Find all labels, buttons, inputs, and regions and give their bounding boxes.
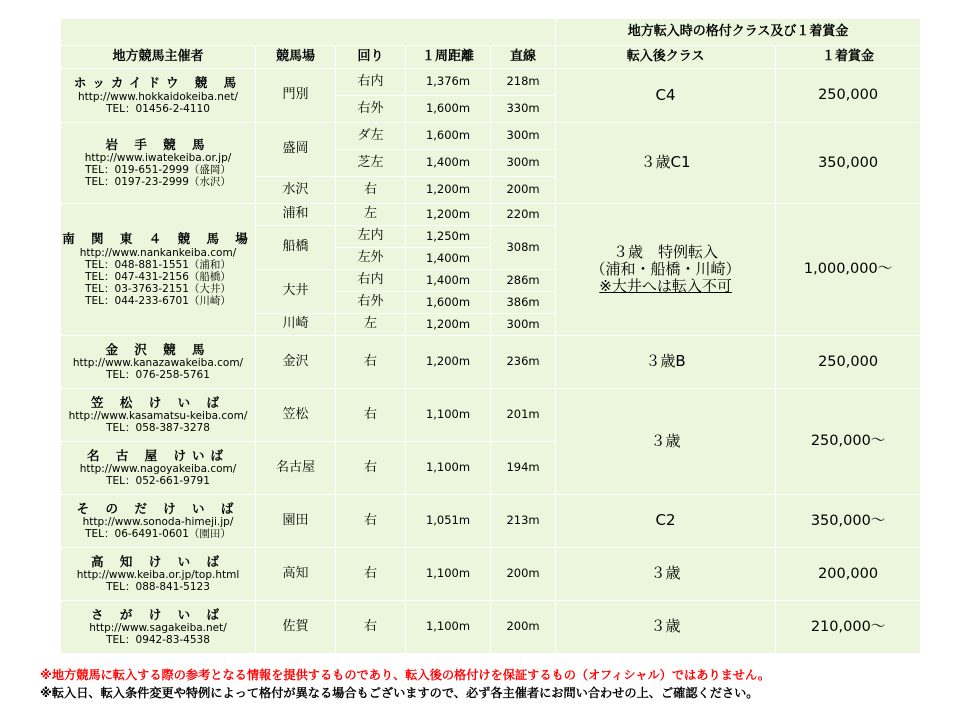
class-line: （浦和・船橋・川崎）	[590, 259, 741, 278]
header-blank	[61, 19, 556, 46]
organizer-url[interactable]: http://www.sagakeiba.net/	[89, 622, 227, 635]
direction: 右	[336, 495, 406, 548]
organizer-name: 高 知 け い ば	[91, 553, 225, 569]
straight: 213m	[491, 495, 556, 548]
distance: 1,100m	[406, 389, 491, 442]
organizer-tel: TEL：058-387-3278	[106, 422, 210, 435]
class-kochi: ３歳	[556, 548, 776, 601]
organizer-name: ホッカイドウ 競 馬	[73, 75, 243, 91]
distance: 1,051m	[406, 495, 491, 548]
straight: 300m	[491, 150, 556, 177]
prize-kochi: 200,000	[776, 548, 921, 601]
organizer-name: 南 関 東 ４ 競 馬 場	[62, 231, 254, 247]
organizer-name: そ の だ け い ば	[76, 500, 240, 516]
header-prize: １着賞金	[776, 46, 921, 69]
organizer-tel: TEL：0197-23-2999（水沢）	[85, 176, 231, 189]
organizer-tel: TEL：047-431-2156（船橋）	[85, 270, 231, 283]
class-iwate: ３歳C1	[556, 123, 776, 204]
table-row	[61, 69, 921, 96]
organizer-tel: TEL：044-233-6701（川崎）	[85, 294, 231, 307]
class-kanazawa: ３歳B	[556, 336, 776, 389]
organizer-tel: TEL：01456-2-4110	[106, 102, 210, 115]
organizer-url[interactable]: http://www.keiba.or.jp/top.html	[76, 569, 240, 582]
venue-kanazawa: 金沢	[256, 336, 336, 389]
direction: 右	[336, 548, 406, 601]
distance: 1,200m	[406, 177, 491, 204]
venue-urawa: 浦和	[256, 204, 336, 226]
straight: 200m	[491, 177, 556, 204]
direction: 左外	[336, 248, 406, 270]
class-line: ３歳 特例転入	[613, 242, 719, 261]
straight: 218m	[491, 69, 556, 96]
organizer-nagoya	[61, 442, 256, 495]
direction: 右内	[336, 69, 406, 96]
venue-kasamatsu: 笠松	[256, 389, 336, 442]
distance: 1,600m	[406, 96, 491, 123]
organizer-tel: TEL：052-661-9791	[106, 475, 210, 488]
organizer-name: 名 古 屋 けいば	[86, 447, 230, 463]
venue-saga: 佐賀	[256, 601, 336, 654]
straight: 201m	[491, 389, 556, 442]
table-row	[61, 389, 921, 442]
direction: 右	[336, 601, 406, 654]
distance: 1,400m	[406, 270, 491, 292]
prize-kasamatsu-nagoya: 250,000～	[776, 389, 921, 495]
prize-minami-kanto: 1,000,000～	[776, 204, 921, 336]
column-header-row	[61, 46, 921, 69]
distance: 1,200m	[406, 314, 491, 336]
organizer-url[interactable]: http://www.sonoda-himeji.jp/	[82, 516, 234, 529]
distance: 1,400m	[406, 248, 491, 270]
prize-sonoda: 350,000～	[776, 495, 921, 548]
table-row	[61, 548, 921, 601]
direction: 右	[336, 336, 406, 389]
class-kasamatsu-nagoya: ３歳	[556, 389, 776, 495]
direction: 右	[336, 442, 406, 495]
venue-oi: 大井	[256, 270, 336, 314]
organizer-iwate	[61, 123, 256, 204]
organizer-url[interactable]: http://www.kasamatsu-keiba.com/	[68, 410, 248, 423]
venue-kochi: 高知	[256, 548, 336, 601]
organizer-tel: TEL：0942-83-4538	[106, 634, 210, 647]
group-header: 地方転入時の格付クラス及び１着賞金	[556, 19, 921, 46]
distance: 1,250m	[406, 226, 491, 248]
venue-funabashi: 船橋	[256, 226, 336, 270]
venue-nagoya: 名古屋	[256, 442, 336, 495]
direction: 芝左	[336, 150, 406, 177]
straight: 200m	[491, 548, 556, 601]
disclaimer-note-red: ※地方競馬に転入する際の参考となる情報を提供するものであり、転入後の格付けを保証するもの（オフィシャル）ではありません。	[40, 668, 771, 682]
organizer-sonoda	[61, 495, 256, 548]
table-row	[61, 123, 921, 150]
transfer-class-table-container	[60, 18, 921, 654]
table-row	[61, 204, 921, 226]
distance: 1,600m	[406, 292, 491, 314]
disclaimer-note: ※転入日、転入条件変更や特例によって格付が異なる場合もございますので、必ず各主催者にお問い合わせの上、ご確認ください。	[40, 686, 759, 700]
distance: 1,200m	[406, 204, 491, 226]
header-class: 転入後クラス	[556, 46, 776, 69]
distance: 1,400m	[406, 150, 491, 177]
transfer-class-table	[60, 18, 921, 654]
direction: ダ左	[336, 123, 406, 150]
header-direction: 回り	[336, 46, 406, 69]
straight: 220m	[491, 204, 556, 226]
disclaimer-notes	[40, 666, 940, 702]
organizer-saga	[61, 601, 256, 654]
organizer-tel: TEL：048-881-1551（浦和）	[85, 258, 231, 271]
distance: 1,100m	[406, 601, 491, 654]
straight: 300m	[491, 314, 556, 336]
prize-saga: 210,000～	[776, 601, 921, 654]
header-organizer: 地方競馬主催者	[61, 46, 256, 69]
direction: 左内	[336, 226, 406, 248]
header-distance: １周距離	[406, 46, 491, 69]
venue-kawasaki: 川崎	[256, 314, 336, 336]
class-minami-kanto	[556, 204, 776, 336]
prize-iwate: 350,000	[776, 123, 921, 204]
organizer-name: 笠 松 け い ば	[91, 394, 225, 410]
class-note: ※大井へは転入不可	[599, 277, 732, 296]
direction: 右外	[336, 292, 406, 314]
distance: 1,600m	[406, 123, 491, 150]
table-row	[61, 336, 921, 389]
organizer-minami-kanto	[61, 204, 256, 336]
venue-morioka: 盛岡	[256, 123, 336, 177]
straight: 286m	[491, 270, 556, 292]
organizer-tel: TEL：06-6491-0601（園田）	[85, 528, 231, 541]
table-row	[61, 495, 921, 548]
venue-sonoda: 園田	[256, 495, 336, 548]
table-row	[61, 601, 921, 654]
direction: 右外	[336, 96, 406, 123]
organizer-tel: TEL：088-841-5123	[106, 581, 210, 594]
organizer-url[interactable]: http://www.kanazawakeiba.com/	[72, 357, 244, 370]
class-saga: ３歳	[556, 601, 776, 654]
organizer-url[interactable]: http://www.nankankeiba.com/	[79, 246, 237, 259]
organizer-kochi	[61, 548, 256, 601]
distance: 1,376m	[406, 69, 491, 96]
straight: 236m	[491, 336, 556, 389]
header-straight: 直線	[491, 46, 556, 69]
organizer-kanazawa	[61, 336, 256, 389]
organizer-url[interactable]: http://www.nagoyakeiba.com/	[79, 463, 237, 476]
direction: 左	[336, 314, 406, 336]
prize-kanazawa: 250,000	[776, 336, 921, 389]
direction: 右	[336, 389, 406, 442]
organizer-tel: TEL：076-258-5761	[106, 369, 210, 382]
group-header-row	[61, 19, 921, 46]
straight: 194m	[491, 442, 556, 495]
venue-monbetsu: 門別	[256, 69, 336, 123]
header-venue: 競馬場	[256, 46, 336, 69]
venue-mizusawa: 水沢	[256, 177, 336, 204]
distance: 1,100m	[406, 548, 491, 601]
distance: 1,200m	[406, 336, 491, 389]
organizer-name: 金 沢 競 馬	[105, 341, 211, 357]
organizer-url[interactable]: http://www.hokkaidokeiba.net/	[77, 90, 239, 103]
direction: 右内	[336, 270, 406, 292]
straight: 300m	[491, 123, 556, 150]
distance: 1,100m	[406, 442, 491, 495]
straight: 386m	[491, 292, 556, 314]
organizer-tel: TEL：019-651-2999（盛岡）	[85, 164, 231, 177]
straight: 200m	[491, 601, 556, 654]
class-hokkaido: C4	[556, 69, 776, 123]
class-sonoda: C2	[556, 495, 776, 548]
organizer-kasamatsu	[61, 389, 256, 442]
organizer-url[interactable]: http://www.iwatekeiba.or.jp/	[84, 152, 232, 165]
direction: 左	[336, 204, 406, 226]
organizer-name: 岩 手 競 馬	[105, 136, 211, 152]
straight: 308m	[491, 226, 556, 270]
direction: 右	[336, 177, 406, 204]
straight: 330m	[491, 96, 556, 123]
organizer-tel: TEL：03-3763-2151（大井）	[85, 282, 231, 295]
prize-hokkaido: 250,000	[776, 69, 921, 123]
organizer-name: さ が け い ば	[91, 606, 225, 622]
organizer-hokkaido	[61, 69, 256, 123]
